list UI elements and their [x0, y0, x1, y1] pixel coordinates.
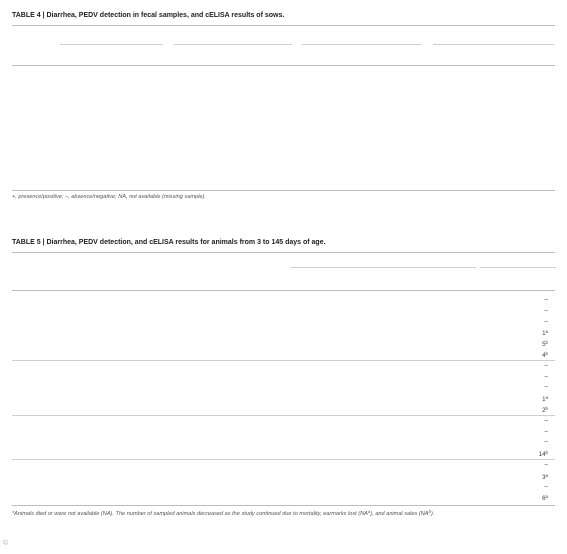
farm-header-underline — [60, 44, 163, 45]
na-value: – — [544, 427, 548, 435]
farm-header-underline — [174, 44, 292, 45]
na-cell — [516, 438, 548, 446]
na-cell — [516, 328, 548, 338]
na-value: – — [544, 306, 548, 314]
na-value: 2 — [542, 407, 546, 414]
group-divider — [12, 415, 555, 416]
na-footnote-mark: a — [545, 494, 548, 500]
na-value: 1 — [542, 330, 546, 338]
na-cell — [516, 362, 548, 370]
na-cell — [516, 373, 548, 381]
table4-top-rule — [12, 25, 555, 26]
na-cell — [516, 383, 548, 391]
farm-header-underline — [433, 44, 554, 45]
na-value: 5 — [542, 341, 546, 349]
na-cell — [516, 405, 548, 415]
table4-footnote: +, presence/positive; –, absence/negative; NA, not available (missing sample). — [12, 194, 206, 200]
table4-caption: TABLE 4 | Diarrhea, PEDV detection in fecal samples, and cELISA results of sows. — [12, 12, 285, 19]
na-value: – — [544, 482, 548, 490]
table4-header-rule — [12, 65, 555, 66]
footnote-superscript: a — [367, 509, 371, 515]
na-cell — [516, 350, 548, 360]
na-value: – — [544, 317, 548, 325]
watermark-logo: © — [3, 540, 9, 547]
na-value: 14 — [538, 451, 546, 459]
na-value: – — [544, 296, 548, 303]
na-footnote-mark: a — [545, 472, 548, 478]
na-footnote-mark: a — [545, 329, 548, 335]
farm-header-underline — [302, 44, 422, 45]
na-value: 6 — [542, 495, 546, 503]
table4-bottom-rule — [12, 190, 555, 191]
footnote-superscript: b — [428, 509, 431, 515]
na-footnote-mark: a — [545, 395, 548, 401]
na-cell — [516, 417, 548, 425]
na-footnote-mark: b — [545, 450, 548, 456]
na-value: – — [544, 372, 548, 380]
na-cell — [516, 339, 548, 349]
na-footnote-mark: b — [545, 351, 548, 356]
table5-bottom-rule — [12, 505, 555, 506]
na-footnote-mark: b — [545, 340, 548, 346]
na-value: – — [544, 361, 548, 369]
table5-footnote: *Animals died or were not available (NA). The number of sampled animals decreased as the study continued due to mortality, earmarks lost $(NA^a)$, and animal sales $(NA^b)$. — [12, 509, 435, 518]
table5-top-rule — [12, 252, 555, 253]
na-cell — [516, 428, 548, 436]
table5-header-rule — [12, 290, 555, 291]
na-value: – — [544, 461, 548, 468]
na-cell — [516, 394, 548, 404]
na-cell — [516, 493, 548, 503]
na-cell — [516, 307, 548, 315]
na-cell — [516, 449, 548, 459]
na-value: – — [544, 416, 548, 424]
positivity-underline — [290, 267, 476, 268]
na-value: – — [544, 438, 548, 446]
table5-caption: TABLE 5 | Diarrhea, PEDV detection, and cELISA results for animals from 3 to 145 days of age. — [12, 239, 326, 246]
na-value: 1 — [542, 396, 546, 404]
na-value: – — [544, 383, 548, 391]
na-value: 4 — [542, 352, 546, 359]
no-animals-underline — [480, 267, 556, 268]
na-cell — [516, 318, 548, 326]
na-cell — [516, 461, 548, 469]
na-value: 3 — [542, 473, 546, 481]
na-cell — [516, 483, 548, 491]
na-cell — [516, 296, 548, 304]
na-footnote-mark: b — [545, 406, 548, 411]
na-cell — [516, 472, 548, 482]
group-divider — [12, 360, 555, 361]
group-divider — [12, 459, 555, 460]
